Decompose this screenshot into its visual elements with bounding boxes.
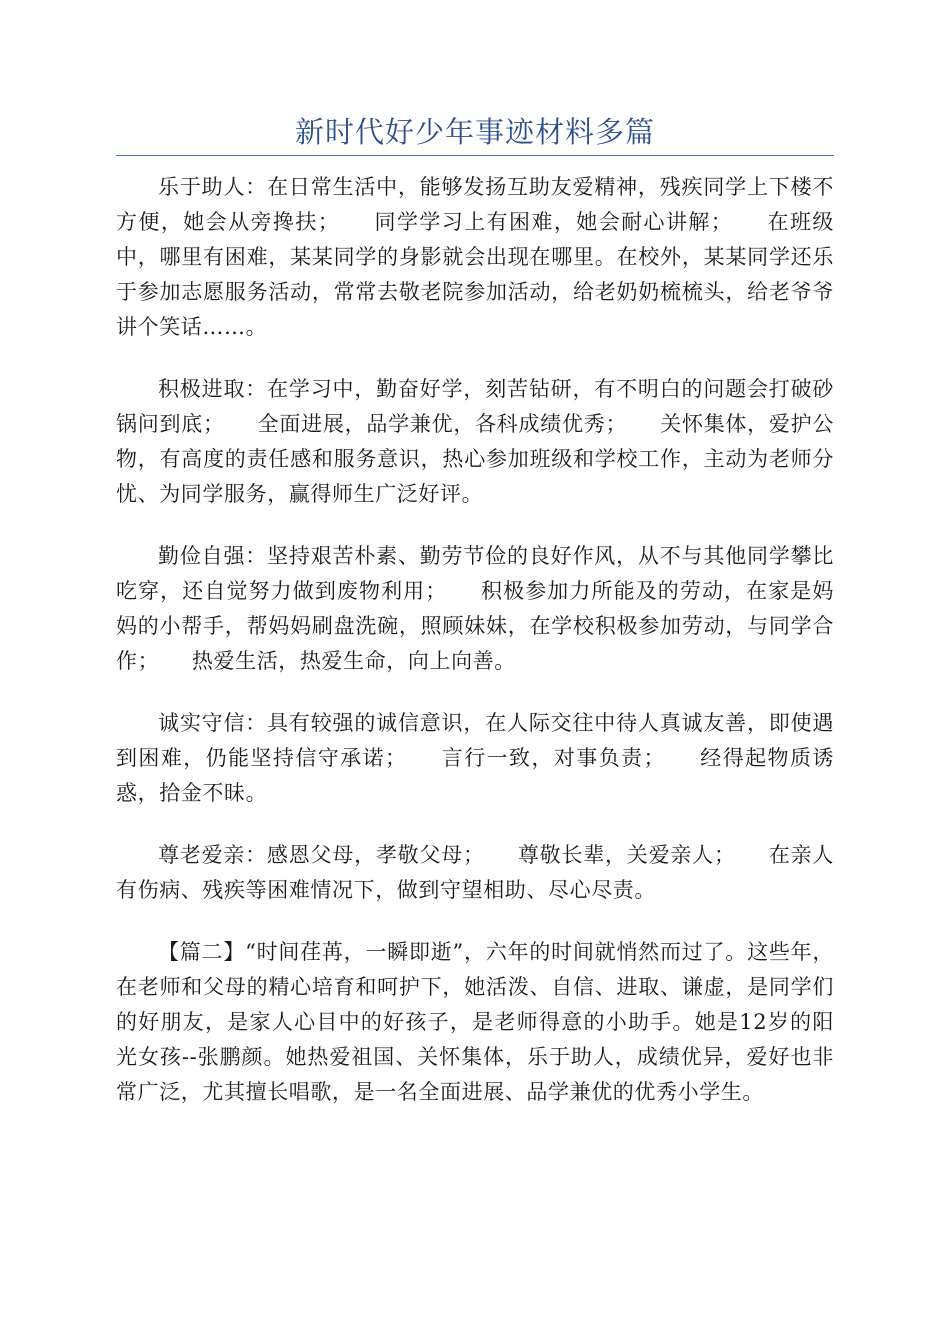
paragraph-helping-others: 乐于助人：在日常生活中，能够发扬互助友爱精神，残疾同学上下楼不方便，她会从旁搀扶； 同学学习上有困难，她会耐心讲解； 在班级中，哪里有困难，某某同学的身影就会出现在哪里。在校外，某某同学还乐于参加志愿服务活动，常常去敬老院参加活动，给老奶奶梳梳头，给老爷爷讲个笑话……。 — [116, 175, 834, 339]
document-title: 新时代好少年事迹材料多篇 — [294, 115, 655, 149]
paragraph-part-two: 【篇二】“时间荏苒，一瞬即逝”，六年的时间就悄然而过了。这些年，在老师和父母的精心培育和呵护下，她活泼、自信、进取、谦虚，是同学们的好朋友，是家人心目中的好孩子，是老师得意的小助手。她是12岁的阳光女孩--张鹏颜。她热爱祖国、关怀集体，乐于助人，成绩优异，爱好也非常广泛，尤其擅长唱歌，是一名全面进展、品学兼优的优秀小学生。 — [116, 940, 834, 1104]
paragraph-striving: 积极进取：在学习中，勤奋好学，刻苦钻研，有不明白的问题会打破砂锅问到底； 全面进展，品学兼优，各科成绩优秀； 关怀集体，爱护公物，有高度的责任感和服务意识，热心参加班级和学校工作，主动为老师分忧、为同学服务，赢得师生广泛好评。 — [116, 377, 834, 506]
paragraph-respect-elders: 尊老爱亲：感恩父母，孝敬父母； 尊敬长辈，关爱亲人； 在亲人有伤病、残疾等困难情况下，做到守望相助、尽心尽责。 — [116, 843, 834, 902]
title-underline — [116, 155, 834, 156]
paragraph-honesty: 诚实守信：具有较强的诚信意识，在人际交往中待人真诚友善，即使遇到困难，仍能坚持信守承诺； 言行一致，对事负责； 经得起物质诱惑，拾金不昧。 — [116, 711, 834, 805]
paragraph-thrift: 勤俭自强：坚持艰苦朴素、勤劳节俭的良好作风，从不与其他同学攀比吃穿，还自觉努力做到废物利用； 积极参加力所能及的劳动，在家是妈妈的小帮手，帮妈妈刷盘洗碗，照顾妹妹，在学校积极参加劳动，与同学合作； 热爱生活，热爱生命，向上向善。 — [116, 544, 834, 673]
document-body — [116, 170, 834, 1137]
